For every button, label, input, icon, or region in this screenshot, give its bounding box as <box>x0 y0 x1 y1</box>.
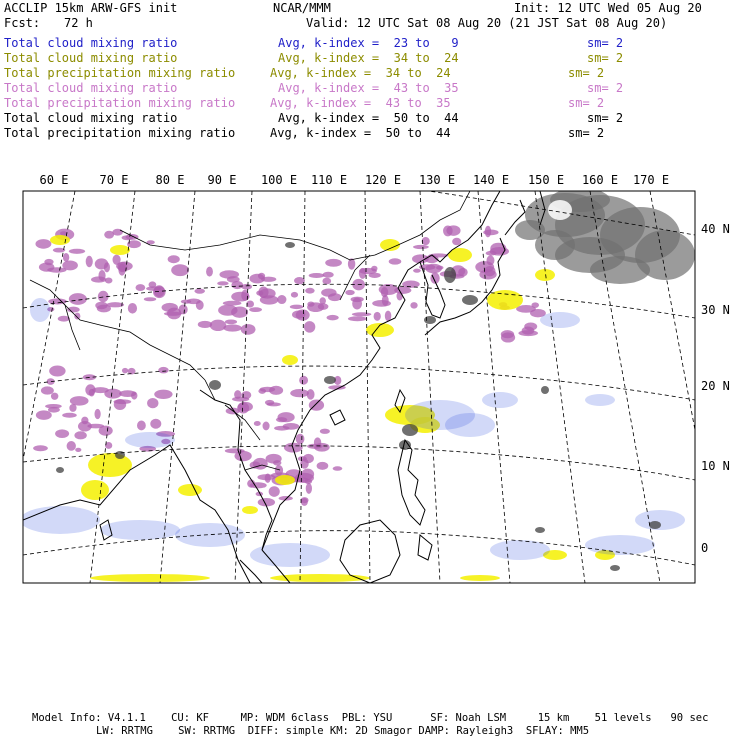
precip-patch <box>158 367 168 374</box>
legend-sm: sm= 2 <box>568 126 605 140</box>
dark-cloud-cell <box>56 467 64 473</box>
blue-patch <box>585 394 615 406</box>
precip-patch <box>371 266 377 272</box>
precip-patch <box>305 288 314 294</box>
precip-patch <box>95 258 109 269</box>
legend-sm: sm= 2 <box>587 111 624 125</box>
latitude-labels <box>701 222 730 555</box>
legend-name: Total precipitation mixing ratio <box>4 66 236 80</box>
legend-name: Total precipitation mixing ratio <box>4 126 236 140</box>
yellow-patch <box>270 574 370 582</box>
precip-patch <box>69 249 85 254</box>
precip-patch <box>137 421 146 431</box>
precip-patch <box>94 409 100 419</box>
precip-patch <box>267 402 281 406</box>
precip-patch <box>296 309 310 320</box>
precip-patch <box>62 413 77 418</box>
blue-patch <box>540 312 580 328</box>
legend-sm: sm= 2 <box>568 66 605 80</box>
precip-patch <box>486 251 497 256</box>
dark-cloud-cell <box>535 527 545 533</box>
legend-sm: sm= 2 <box>587 36 624 50</box>
precip-patch <box>290 389 309 397</box>
precip-patch <box>351 297 364 302</box>
precip-patch <box>327 315 339 320</box>
precip-patch <box>402 281 420 288</box>
precip-patch <box>309 273 325 278</box>
blue-patch <box>20 506 100 534</box>
precip-patch <box>69 404 76 412</box>
dark-cloud-cell <box>541 386 549 394</box>
blue-patch <box>482 392 518 408</box>
yellow-patch <box>88 453 132 477</box>
cloud-field-layer <box>20 188 695 582</box>
precip-patch <box>218 305 237 316</box>
legend-avg: Avg, k-index = 43 to 35 <box>270 96 451 110</box>
legend-name: Total cloud mixing ratio <box>4 36 178 50</box>
precip-patch <box>41 386 54 394</box>
lon-label: 140 E <box>472 173 510 187</box>
precip-patch <box>296 434 305 444</box>
precip-patch <box>294 277 305 284</box>
precip-patch <box>86 256 93 267</box>
precip-patch <box>333 466 343 470</box>
valid-time: Valid: 12 UTC Sat 08 Aug 20 (21 JST Sat 08 Aug 20) <box>306 16 668 30</box>
precip-patch <box>301 497 309 503</box>
precip-patch <box>78 421 92 432</box>
precip-patch <box>225 319 237 324</box>
model-info-line1: Model Info: V4.1.1 CU: KF MP: WDM 6class PBL: YSU SF: Noah LSM 15 km 51 levels 90 sec <box>32 712 709 724</box>
blue-patch <box>125 432 175 448</box>
precip-patch <box>53 248 65 253</box>
precip-patch <box>91 276 106 282</box>
yellow-patch <box>282 355 298 365</box>
dark-cloud-cell <box>444 267 456 283</box>
lat-label: 0 <box>701 541 709 555</box>
precip-patch <box>320 429 330 434</box>
precip-patch <box>187 298 201 304</box>
dark-cloud-cell <box>462 295 478 305</box>
precip-patch <box>249 274 265 284</box>
yellow-patch <box>242 506 258 514</box>
dark-cloud-cell <box>649 521 661 529</box>
precip-patch <box>147 398 158 408</box>
precip-patch <box>113 399 131 404</box>
lat-label: 40 N <box>701 222 730 236</box>
yellow-patch <box>178 484 202 496</box>
precip-patch <box>321 288 336 296</box>
legend-avg: Avg, k-index = 34 to 24 <box>270 66 451 80</box>
precip-patch <box>397 292 403 301</box>
precip-patch <box>62 260 78 270</box>
precip-patch <box>317 462 329 470</box>
legend-sm: sm= 2 <box>568 96 605 110</box>
precip-patch <box>374 312 381 321</box>
precip-patch <box>389 258 402 264</box>
lon-label: 60 E <box>39 173 69 187</box>
precip-patch <box>348 316 367 321</box>
lon-label: 120 E <box>364 173 402 187</box>
yellow-patch <box>90 574 210 582</box>
legend-avg: Avg, k-index = 50 to 44 <box>278 111 459 125</box>
blue-patch <box>100 520 180 540</box>
dark-cloud-cell <box>424 316 436 324</box>
precip-patch <box>253 458 268 470</box>
yellow-patch <box>110 245 130 255</box>
legend-sm: sm= 2 <box>587 81 624 95</box>
precip-patch <box>277 295 286 304</box>
init-time: Init: 12 UTC Wed 05 Aug 20 <box>514 1 702 15</box>
dark-cloud-cell <box>285 242 295 248</box>
precip-patch <box>277 412 294 422</box>
precip-patch <box>352 312 372 316</box>
blue-patch <box>30 298 50 322</box>
lon-label: 160 E <box>581 173 619 187</box>
precip-patch <box>122 368 128 373</box>
precip-patch <box>33 445 48 451</box>
precip-patch <box>227 276 240 282</box>
precip-patch <box>55 429 69 438</box>
legend-avg: Avg, k-index = 50 to 44 <box>270 126 451 140</box>
yellow-patch <box>50 235 70 245</box>
legend-name: Total precipitation mixing ratio <box>4 96 236 110</box>
lon-label: 110 E <box>310 173 348 187</box>
precip-patch <box>150 419 161 429</box>
precip-patch <box>67 307 80 313</box>
precip-patch <box>171 264 189 276</box>
precip-patch <box>258 388 266 393</box>
blue-patch <box>175 523 245 547</box>
precip-patch <box>234 451 251 461</box>
precip-patch <box>206 267 213 277</box>
precip-patch <box>269 386 283 395</box>
precip-patch <box>144 297 156 301</box>
lon-label: 100 E <box>260 173 298 187</box>
precip-patch <box>273 460 281 465</box>
precip-patch <box>325 259 342 267</box>
legend-name: Total cloud mixing ratio <box>4 111 178 125</box>
precip-patch <box>154 390 172 399</box>
precip-patch <box>458 268 468 277</box>
dark-cloud-cell <box>324 376 336 384</box>
gray-cloud <box>590 256 650 284</box>
lon-label: 150 E <box>527 173 565 187</box>
precip-patch <box>345 290 354 295</box>
lat-label: 20 N <box>701 379 730 393</box>
lon-label: 170 E <box>632 173 670 187</box>
precip-patch <box>149 281 157 288</box>
precip-patch <box>168 255 180 263</box>
dark-cloud-cell <box>402 424 418 436</box>
precip-patch <box>413 269 421 273</box>
lon-label: 80 E <box>155 173 185 187</box>
precip-patch <box>51 393 58 400</box>
yellow-patch <box>81 480 109 500</box>
precip-patch <box>232 397 249 402</box>
precip-patch <box>74 431 86 439</box>
legend-sm: sm= 2 <box>587 51 624 65</box>
fcst-label: Fcst: <box>4 16 41 30</box>
precip-patch <box>249 307 262 312</box>
precip-patch <box>369 273 381 278</box>
precip-patch <box>257 474 275 480</box>
precip-patch <box>306 483 312 494</box>
precip-patch <box>210 320 227 331</box>
precip-patch <box>44 259 53 265</box>
precip-patch <box>531 302 539 308</box>
precip-patch <box>238 402 253 412</box>
precip-patch <box>194 289 204 294</box>
model-title: ACCLIP 15km ARW-GFS init <box>4 1 178 15</box>
precip-patch <box>304 321 315 333</box>
precip-patch <box>63 253 69 262</box>
yellow-patch <box>460 575 500 581</box>
precip-patch <box>67 441 76 451</box>
legend-avg: Avg, k-index = 34 to 24 <box>278 51 459 65</box>
precip-patch <box>275 465 283 476</box>
precip-patch <box>323 272 334 278</box>
precip-patch <box>254 421 261 426</box>
precip-patch <box>241 324 256 335</box>
legend-avg: Avg, k-index = 43 to 35 <box>278 81 459 95</box>
dark-cloud-cell <box>610 565 620 571</box>
legend-name: Total cloud mixing ratio <box>4 51 178 65</box>
lon-label: 90 E <box>207 173 237 187</box>
precip-patch <box>372 300 391 307</box>
dark-cloud-cell <box>209 380 221 390</box>
precip-patch <box>104 389 121 399</box>
precip-patch <box>85 384 95 395</box>
longitude-labels <box>40 173 670 187</box>
precip-patch <box>74 313 80 320</box>
precip-patch <box>118 264 125 276</box>
precip-patch <box>359 268 366 279</box>
precip-patch <box>69 293 87 305</box>
org-label: NCAR/MMM <box>273 1 331 15</box>
precip-patch <box>60 231 67 235</box>
precip-patch <box>290 305 304 309</box>
precip-patch <box>75 448 81 452</box>
precip-patch <box>485 226 491 237</box>
precip-patch <box>283 423 300 430</box>
precip-patch <box>501 332 515 342</box>
precip-patch <box>258 286 268 298</box>
precip-patch <box>307 389 315 400</box>
precip-patch <box>49 366 65 377</box>
dark-cloud-cell <box>115 451 125 459</box>
precip-patch <box>45 404 62 409</box>
legend-avg: Avg, k-index = 23 to 9 <box>278 36 459 50</box>
precip-patch <box>263 422 270 431</box>
precip-patch <box>410 302 417 309</box>
model-info-line2: LW: RRTMG SW: RRTMG DIFF: simple KM: 2D Smagor DAMP: Rayleigh3 SFLAY: MM5 <box>96 725 590 737</box>
precip-patch <box>241 284 252 290</box>
fcst-value: 72 h <box>64 16 93 30</box>
precip-patch <box>291 292 298 298</box>
precip-patch <box>322 278 331 285</box>
precip-patch <box>104 231 114 239</box>
precip-patch <box>135 284 145 291</box>
precip-patch <box>36 410 52 420</box>
legend-name: Total cloud mixing ratio <box>4 81 178 95</box>
precip-patch <box>305 479 313 484</box>
lat-label: 30 N <box>701 303 730 317</box>
precip-patch <box>446 225 460 236</box>
precip-patch <box>106 302 124 307</box>
yellow-patch <box>275 475 295 485</box>
precip-patch <box>269 486 280 497</box>
lon-label: 70 E <box>99 173 129 187</box>
precip-patch <box>231 292 249 302</box>
precip-patch <box>452 238 461 245</box>
lat-label: 10 N <box>701 459 730 473</box>
precip-patch <box>413 245 429 249</box>
blue-patch <box>445 413 495 437</box>
precip-patch <box>299 376 308 385</box>
precip-patch <box>318 303 329 310</box>
precip-patch <box>128 303 137 314</box>
blue-patch <box>250 543 330 567</box>
precip-patch <box>167 308 181 320</box>
cloud-gap <box>548 200 572 220</box>
lon-label: 130 E <box>418 173 456 187</box>
precip-patch <box>524 322 537 330</box>
precip-patch <box>35 239 51 249</box>
precip-patch <box>217 281 228 285</box>
precip-patch <box>99 426 113 436</box>
